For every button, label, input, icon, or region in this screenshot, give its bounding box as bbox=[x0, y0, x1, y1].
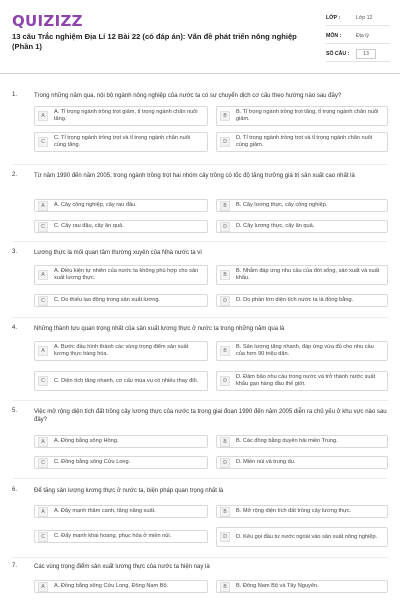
question-text: Việc mở rộng diện tích đất trồng cây lương thực của nước ta trong giai đoạn 1990 đến năm 2005 diễn ra chủ yếu ở khu vực nào sau đây? bbox=[34, 409, 387, 423]
option-text: C. Tỉ trọng ngành trồng trọt và tỉ trọng ngành chăn nuôi cùng tăng. bbox=[54, 135, 191, 148]
option-text: B. Tỉ trọng ngành trồng trọt tăng, tỉ trọng ngành chăn nuôi giảm. bbox=[236, 109, 379, 122]
option-text: A. Đẩy mạnh thâm canh, tăng năng suất. bbox=[54, 508, 156, 514]
question-text: Trong những năm qua, nội bộ ngành nông nghiệp của nước ta có sự chuyển dịch cơ cấu theo hướng nào sau đây? bbox=[34, 93, 342, 99]
option-text: A. Tỉ trọng ngành trồng trọt giảm, tỉ trọng ngành chăn nuôi tăng. bbox=[54, 109, 198, 122]
option-a[interactable] bbox=[34, 199, 208, 212]
option-text: D. Cây lương thực, cây ăn quả. bbox=[236, 223, 315, 229]
question-number: 4. bbox=[12, 325, 18, 331]
option-d[interactable] bbox=[216, 456, 388, 469]
option-letter: D bbox=[220, 137, 230, 147]
class-label: LỚP : bbox=[326, 14, 341, 21]
option-text: B. Cây lương thực, cây công nghiệp. bbox=[236, 202, 328, 208]
option-b[interactable] bbox=[216, 199, 388, 212]
option-a[interactable] bbox=[34, 505, 208, 518]
option-text: B. Đông Nam Bộ và Tây Nguyên. bbox=[236, 583, 319, 589]
document-title: 13 câu Trắc nghiệm Địa Lí 12 Bài 22 (có đáp án): Vấn đề phát triển nông nghiệp (Phần 1) bbox=[12, 32, 297, 51]
option-letter: D bbox=[220, 296, 230, 306]
option-letter: A bbox=[38, 270, 48, 280]
option-letter: C bbox=[38, 458, 48, 468]
option-text: D. Tỉ trọng ngành trồng trọt và tỉ trọng ngành chăn nuôi cùng giảm. bbox=[236, 135, 373, 148]
option-letter: B bbox=[220, 582, 230, 592]
meta-panel bbox=[326, 10, 390, 64]
question-number: 2. bbox=[12, 172, 18, 178]
option-text: A. Đồng bằng sông Cửu Long, Đông Nam Bộ. bbox=[54, 583, 169, 589]
option-letter: C bbox=[38, 376, 48, 386]
option-text: A. Cây công nghiệp, cây rau đậu. bbox=[54, 202, 137, 208]
subject-row bbox=[326, 28, 390, 44]
option-text: C. Đồng bằng sông Cửu Long. bbox=[54, 459, 131, 465]
option-d[interactable] bbox=[216, 294, 388, 307]
option-c[interactable] bbox=[34, 371, 208, 391]
option-letter: A bbox=[38, 582, 48, 592]
divider bbox=[12, 557, 388, 558]
option-b[interactable] bbox=[216, 106, 388, 126]
option-letter: C bbox=[38, 137, 48, 147]
option-b[interactable] bbox=[216, 265, 388, 285]
option-text: C. Diện tích tăng nhanh, cơ cấu mùa vụ có nhiều thay đổi. bbox=[54, 377, 199, 384]
option-letter: A bbox=[38, 507, 48, 517]
option-d[interactable] bbox=[216, 527, 388, 547]
option-letter: A bbox=[38, 201, 48, 211]
option-d[interactable] bbox=[216, 220, 388, 233]
option-text: C. Cây rau đậu, cây ăn quả. bbox=[54, 223, 124, 229]
option-text: C. Đẩy mạnh khai hoang, phục hóa ở miền núi. bbox=[54, 533, 172, 539]
option-b[interactable] bbox=[216, 580, 388, 593]
option-letter: D bbox=[220, 458, 230, 468]
option-text: D. Kêu gọi đầu tư nước ngoài vào sản xuất nông nghiệp. bbox=[236, 533, 378, 540]
option-c[interactable] bbox=[34, 220, 208, 233]
option-text: A. Bước đầu hình thành các vùng trọng điểm sản xuất lương thực hàng hóa. bbox=[54, 344, 189, 357]
count-row bbox=[326, 46, 390, 62]
divider bbox=[12, 478, 388, 479]
option-letter: A bbox=[38, 437, 48, 447]
question-number: 3. bbox=[12, 249, 18, 255]
option-letter: B bbox=[220, 346, 230, 356]
option-letter: C bbox=[38, 532, 48, 542]
question-number: 1. bbox=[12, 92, 18, 98]
option-c[interactable] bbox=[34, 294, 208, 307]
option-letter: D bbox=[220, 222, 230, 232]
option-text: C. Do thiếu lao động trong sản xuất lương. bbox=[54, 297, 160, 303]
option-text: D. Miền núi và trung du. bbox=[236, 459, 296, 465]
option-letter: B bbox=[220, 507, 230, 517]
option-letter: D bbox=[220, 376, 230, 386]
option-text: B. Nhằm đáp ứng nhu cầu của đời sống, sản xuất và xuất khẩu. bbox=[236, 268, 380, 281]
option-d[interactable] bbox=[216, 132, 388, 152]
count-value: 13 bbox=[356, 49, 376, 59]
option-a[interactable] bbox=[34, 580, 208, 593]
option-c[interactable] bbox=[34, 456, 208, 469]
divider bbox=[12, 164, 388, 165]
option-c[interactable] bbox=[34, 530, 208, 543]
option-text: B. Sản lượng tăng nhanh, đáp ứng vừa đủ cho nhu cầu của hơn 90 triệu dân. bbox=[236, 344, 374, 357]
option-b[interactable] bbox=[216, 435, 388, 448]
question-number: 7. bbox=[12, 563, 18, 569]
question-text: Để tăng sản lượng lương thực ở nước ta, biện pháp quan trọng nhất là bbox=[34, 488, 224, 494]
option-text: A. Điều kiện tự nhiên của nước ta không phù hợp cho sản xuất lương thực. bbox=[54, 268, 199, 281]
option-text: D. Do phần lớn diện tích nước ta là đồng bằng. bbox=[236, 297, 354, 303]
option-letter: A bbox=[38, 346, 48, 356]
class-row bbox=[326, 10, 390, 26]
option-letter: B bbox=[220, 111, 230, 121]
option-c[interactable] bbox=[34, 132, 208, 152]
divider bbox=[12, 241, 388, 242]
question-text: Các vùng trọng điểm sản xuất lương thực của nước ta hiện nay là bbox=[34, 564, 210, 570]
option-a[interactable] bbox=[34, 435, 208, 448]
question-number: 5. bbox=[12, 408, 18, 414]
option-letter: A bbox=[38, 111, 48, 121]
option-text: D. Đảm bảo nhu cầu trong nước và trở thành nước xuất khẩu gạo hàng đầu thế giới. bbox=[236, 374, 376, 387]
class-value: Lớp 12 bbox=[356, 14, 373, 21]
subject-value: Địa lý bbox=[356, 32, 369, 39]
option-letter: C bbox=[38, 296, 48, 306]
question-number: 6. bbox=[12, 487, 18, 493]
option-letter: B bbox=[220, 270, 230, 280]
divider bbox=[12, 317, 388, 318]
option-b[interactable] bbox=[216, 341, 388, 361]
option-a[interactable] bbox=[34, 265, 208, 285]
subject-label: MÔN : bbox=[326, 32, 342, 39]
option-letter: B bbox=[220, 201, 230, 211]
option-letter: C bbox=[38, 222, 48, 232]
option-b[interactable] bbox=[216, 505, 388, 518]
question-text: Lương thực là mối quan tâm thường xuyên của Nhà nước ta vì bbox=[34, 250, 202, 256]
count-label: SỐ CÂU : bbox=[326, 50, 350, 57]
option-d[interactable] bbox=[216, 371, 388, 391]
question-text: Từ năm 1990 đến năm 2005, trong ngành trồng trọt hai nhóm cây trồng có tốc độ tăng trưởng giá trị sản xuất cao nhất là bbox=[34, 173, 355, 179]
option-a[interactable] bbox=[34, 341, 208, 361]
option-text: B. Các đồng bằng duyên hải miền Trung. bbox=[236, 438, 338, 444]
option-a[interactable] bbox=[34, 106, 208, 126]
divider bbox=[12, 400, 388, 401]
option-letter: B bbox=[220, 437, 230, 447]
option-letter: D bbox=[220, 532, 230, 542]
question-text: Những thành tựu quan trọng nhất của sản xuất lương thực ở nước ta trong những năm qua là bbox=[34, 326, 285, 332]
quizizz-logo: QUIZIZZ bbox=[12, 12, 83, 30]
option-text: A. Đồng bằng sông Hồng. bbox=[54, 438, 119, 444]
option-text: B. Mở rộng diện tích đất trồng cây lương thực. bbox=[236, 508, 352, 514]
document-header bbox=[0, 0, 400, 74]
